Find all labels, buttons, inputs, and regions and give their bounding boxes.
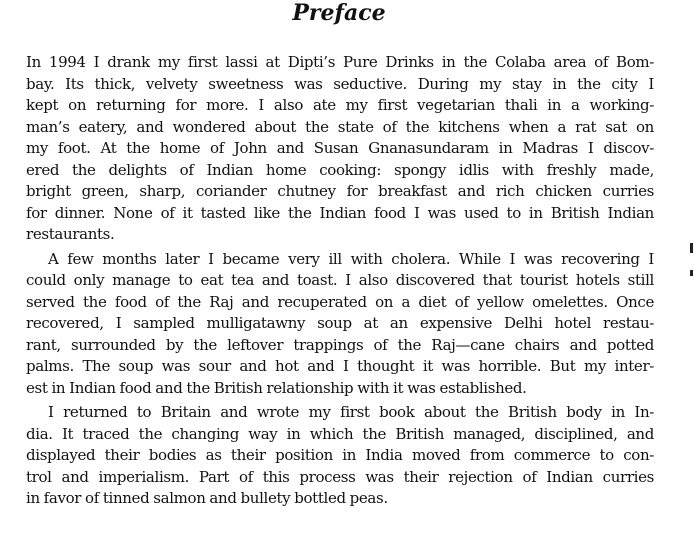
- text-line: kept on returning for more. I also ate my first vegetarian thali in a working-: [26, 96, 654, 114]
- page-edge-mark: [690, 270, 693, 276]
- text-line: I returned to Britain and wrote my first book about the British body in In-: [48, 403, 654, 421]
- text-line: my foot. At the home of John and Susan Gnanasundaram in Madras I discov-: [26, 139, 654, 157]
- text-line: man’s eatery, and wondered about the state of the kitchens when a rat sat on: [26, 117, 654, 136]
- text-line: recovered, I sampled mulligatawny soup at an expensive Delhi hotel restau-: [26, 314, 654, 332]
- text-line: rant, surrounded by the leftover trappings of the Raj—cane chairs and potted: [26, 335, 654, 354]
- preface-body: [26, 52, 654, 513]
- paragraph-3: [26, 402, 654, 510]
- text-line: palms. The soup was sour and hot and I thought it was horrible. But my inter-: [26, 357, 654, 375]
- text-line: bright green, sharp, coriander chutney for breakfast and rich chicken curries: [26, 182, 654, 200]
- text-line: trol and imperialism. Part of this process was their rejection of Indian curries: [26, 467, 654, 486]
- text-line: In 1994 I drank my first lassi at Dipti’s Pure Drinks in the Colaba area of Bom-: [26, 53, 654, 71]
- text-line: displayed their bodies as their position in India moved from commerce to con-: [26, 446, 654, 464]
- text-line: bay. Its thick, velvety sweetness was seductive. During my stay in the city I: [26, 74, 654, 93]
- text-line: A few months later I became very ill with cholera. While I was recovering I: [48, 249, 654, 268]
- text-line: for dinner. None of it tasted like the Indian food I was used to in British Indian: [26, 203, 654, 222]
- text-line: restaurants.: [26, 225, 115, 243]
- text-line: served the food of the Raj and recuperated on a diet of yellow omelettes. Once: [26, 292, 654, 311]
- page-edge-mark: [690, 243, 693, 253]
- text-line: in favor of tinned salmon and bullety bottled peas.: [26, 489, 388, 507]
- text-line: est in Indian food and the British relationship with it was established.: [26, 378, 527, 397]
- text-line: ered the delights of Indian home cooking: spongy idlis with freshly made,: [26, 160, 654, 179]
- text-line: dia. It traced the changing way in which the British managed, disciplined, and: [26, 424, 654, 443]
- paragraph-1: [26, 52, 654, 246]
- paragraph-2: [26, 249, 654, 400]
- page-title: Preface: [292, 0, 386, 26]
- text-line: could only manage to eat tea and toast. I also discovered that tourist hotels still: [26, 271, 654, 289]
